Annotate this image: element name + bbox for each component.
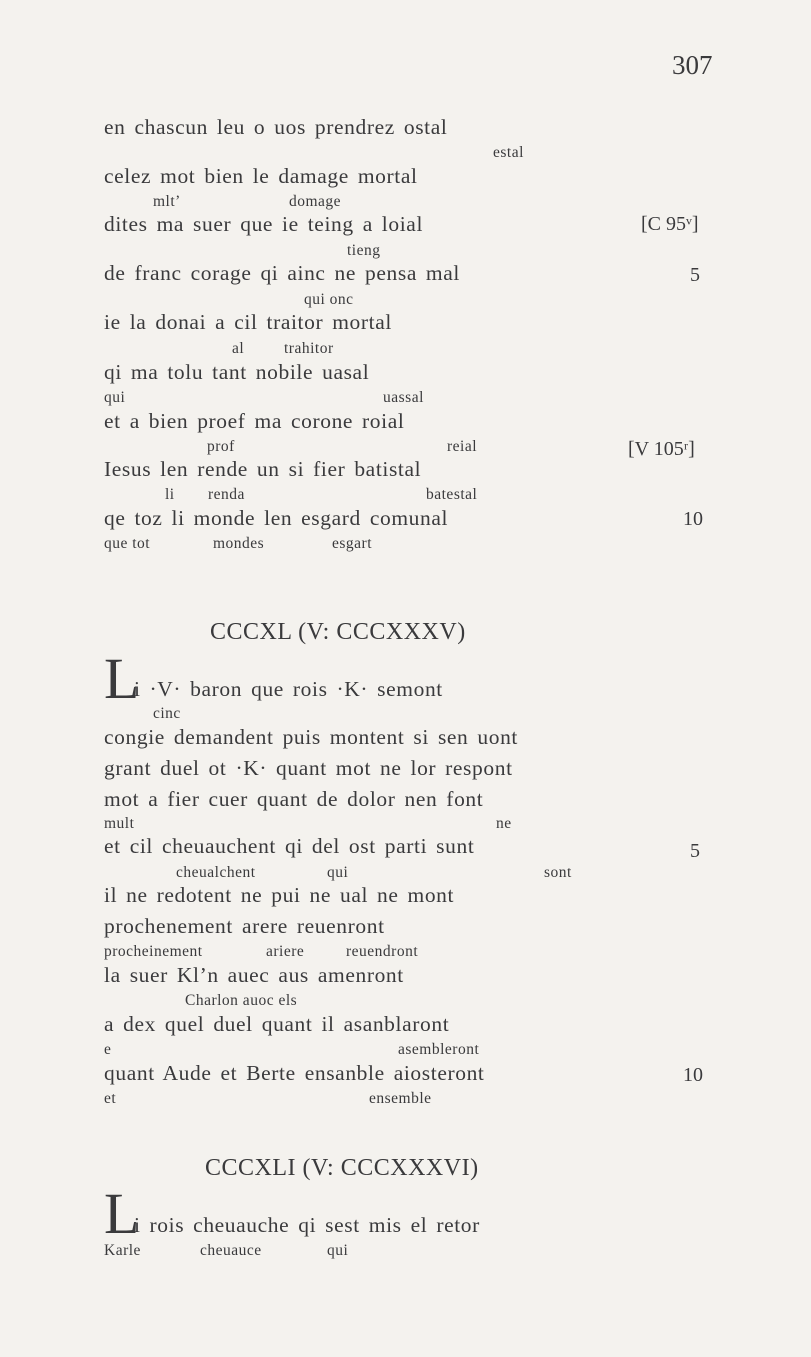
variant-reading: sont [544, 864, 572, 881]
section-heading: CCCXL (V: CCCXXXV) [210, 619, 466, 645]
variant-reading: qui onc [304, 291, 354, 308]
variant-reading: uassal [383, 389, 424, 406]
line-number: 10 [683, 1064, 703, 1086]
variant-reading: reial [447, 438, 478, 455]
drop-cap: L [104, 1181, 140, 1246]
variant-reading: al [232, 340, 245, 357]
verse-line: ie la donai a cil traitor mortal [104, 310, 392, 334]
verse-line: qi ma tolu tant nobile uasal [104, 360, 370, 384]
variant-reading: Karle [104, 1242, 141, 1259]
drop-cap: L [104, 646, 140, 711]
verse-line: qe toz li monde len esgard comunal [104, 506, 449, 530]
variant-reading: tieng [347, 242, 381, 259]
variant-reading: ariere [266, 943, 305, 960]
variant-reading: domage [289, 193, 342, 210]
section-heading: CCCXLI (V: CCCXXXVI) [205, 1155, 479, 1181]
variant-reading: qui [327, 864, 349, 881]
variant-reading: et [104, 1090, 117, 1107]
variant-reading: cinc [153, 705, 181, 722]
verse-line: i rois cheuauche qi sest mis el retor [134, 1213, 480, 1237]
verse-line: i ·V· baron que rois ·K· semont [134, 677, 443, 701]
verse-line: quant Aude et Berte ensanble aiosteront [104, 1061, 485, 1085]
variant-reading: cheualchent [176, 864, 256, 881]
verse-line: prochenement arere reuenront [104, 914, 385, 938]
variant-reading: renda [208, 486, 245, 503]
variant-reading: Charlon auoc els [185, 992, 298, 1009]
margin-reference: [V 105ʳ] [628, 438, 695, 460]
variant-reading: mult [104, 815, 135, 832]
verse-line: Iesus len rende un si fier batistal [104, 457, 422, 481]
verse-line: mot a fier cuer quant de dolor nen font [104, 787, 484, 811]
line-number: 10 [683, 508, 703, 530]
verse-line: et cil cheuauchent qi del ost parti sunt [104, 834, 475, 858]
verse-line: et a bien proef ma corone roial [104, 409, 405, 433]
variant-reading: asembleront [398, 1041, 480, 1058]
verse-line: la suer Kl’n auec aus amenront [104, 963, 404, 987]
page-number: 307 [672, 50, 713, 80]
variant-reading: estal [493, 144, 524, 161]
variant-reading: prof [207, 438, 235, 455]
variant-reading: li [165, 486, 175, 503]
variant-reading: reuendront [346, 943, 419, 960]
verse-line: a dex quel duel quant il asanblaront [104, 1012, 450, 1036]
line-number: 5 [690, 264, 700, 286]
variant-reading: mlt’ [153, 193, 181, 210]
verse-line: celez mot bien le damage mortal [104, 164, 418, 188]
variant-reading: mondes [213, 535, 265, 552]
variant-reading: procheinement [104, 943, 203, 960]
verse-line: congie demandent puis montent si sen uont [104, 725, 519, 749]
variant-reading: ne [496, 815, 512, 832]
verse-line: il ne redotent ne pui ne ual ne mont [104, 883, 455, 907]
verse-line: grant duel ot ·K· quant mot ne lor respont [104, 756, 513, 780]
variant-reading: ensemble [369, 1090, 432, 1107]
margin-reference: [C 95ᵛ] [641, 213, 699, 235]
verse-line: dites ma suer que ie teing a loial [104, 212, 424, 236]
variant-reading: que tot [104, 535, 151, 552]
variant-reading: esgart [332, 535, 373, 552]
variant-reading: batestal [426, 486, 478, 503]
variant-reading: qui [104, 389, 126, 406]
variant-reading: cheuauce [200, 1242, 262, 1259]
variant-reading: e [104, 1041, 112, 1058]
variant-reading: trahitor [284, 340, 334, 357]
line-number: 5 [690, 840, 700, 862]
verse-line: de franc corage qi ainc ne pensa mal [104, 261, 460, 285]
variant-reading: qui [327, 1242, 349, 1259]
verse-line: en chascun leu o uos prendrez ostal [104, 115, 448, 139]
